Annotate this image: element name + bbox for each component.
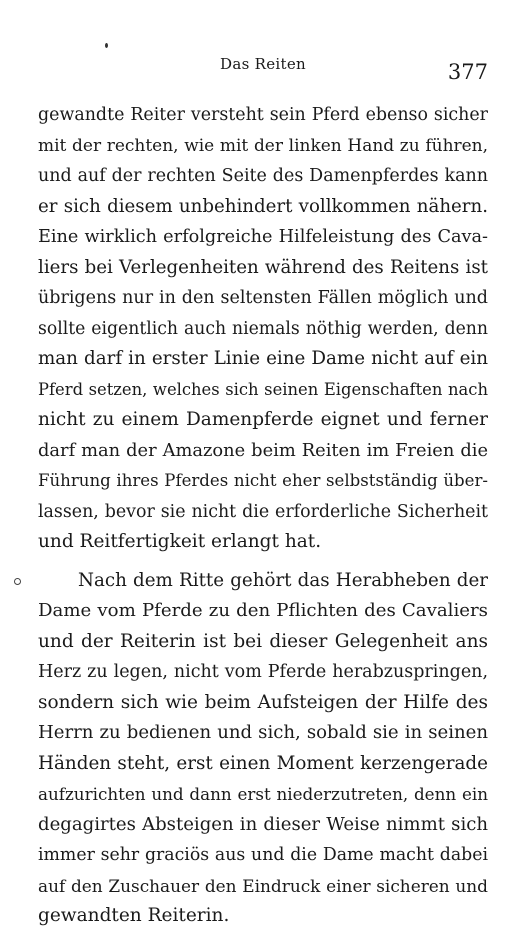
- text-line: darf man der Amazone beim Reiten im Freien die: [38, 439, 488, 461]
- paragraph-1: [38, 100, 488, 558]
- ink-speck: [105, 43, 108, 48]
- text-line: degagirtes Absteigen in dieser Weise nimmt sich: [38, 813, 488, 835]
- text-line: immer sehr graciös aus und die Dame macht dabei: [38, 845, 488, 865]
- page-number: 377: [447, 60, 488, 84]
- text-line: nicht zu einem Damenpferde eignet und ferner: [38, 409, 488, 430]
- text-line: Herrn zu bedienen und sich, sobald sie in seinen: [38, 722, 488, 743]
- text-line: gewandten Reiterin.: [38, 905, 230, 926]
- text-line: Nach dem Ritte gehört das Herabheben der: [78, 569, 488, 591]
- text-line: Herz zu legen, nicht vom Pferde herabzuspringen,: [38, 662, 488, 682]
- text-line: aufzurichten und dann erst niederzutreten, denn ein: [38, 784, 488, 804]
- text-line: und auf der rechten Seite des Damenpferdes kann: [38, 166, 488, 186]
- text-line: Eine wirklich erfolgreiche Hilfeleistung des Cava-: [38, 227, 488, 247]
- text-line: er sich diesem unbehindert vollkommen nähern.: [38, 195, 488, 217]
- text-line: Führung ihres Pferdes nicht eher selbstständig über-: [38, 471, 488, 490]
- text-line: Dame vom Pferde zu den Pflichten des Cavaliers: [38, 600, 488, 621]
- text-line: sondern sich wie beim Aufsteigen der Hilfe des: [38, 691, 488, 713]
- text-line: auf den Zuschauer den Eindruck einer sicheren und: [38, 875, 488, 896]
- text-line: liers bei Verlegenheiten während des Reitens ist: [38, 256, 488, 278]
- text-line: und Reitfertigkeit erlangt hat.: [38, 531, 322, 552]
- text-line: Händen steht, erst einen Moment kerzengerade: [38, 752, 488, 774]
- text-line: lassen, bevor sie nicht die erforderliche Sicherheit: [38, 501, 488, 522]
- text-line: Pferd setzen, welches sich seinen Eigenschaften nach: [38, 379, 488, 399]
- running-title: Das Reiten: [220, 55, 306, 73]
- paragraph-2: [38, 566, 488, 932]
- text-line: übrigens nur in den seltensten Fällen möglich und: [38, 288, 488, 308]
- text-line: sollte eigentlich auch niemals nöthig werden, denn: [38, 318, 488, 339]
- paragraph-gap: [38, 558, 488, 566]
- text-line: und der Reiterin ist bei dieser Gelegenheit ans: [38, 630, 488, 652]
- ink-speck: [14, 578, 21, 585]
- text-line: gewandte Reiter versteht sein Pferd ebenso sicher: [38, 105, 488, 125]
- text-line: mit der rechten, wie mit der linken Hand zu führen,: [38, 135, 488, 156]
- text-line: man darf in erster Linie eine Dame nicht auf ein: [38, 348, 488, 369]
- body-text: [38, 100, 488, 932]
